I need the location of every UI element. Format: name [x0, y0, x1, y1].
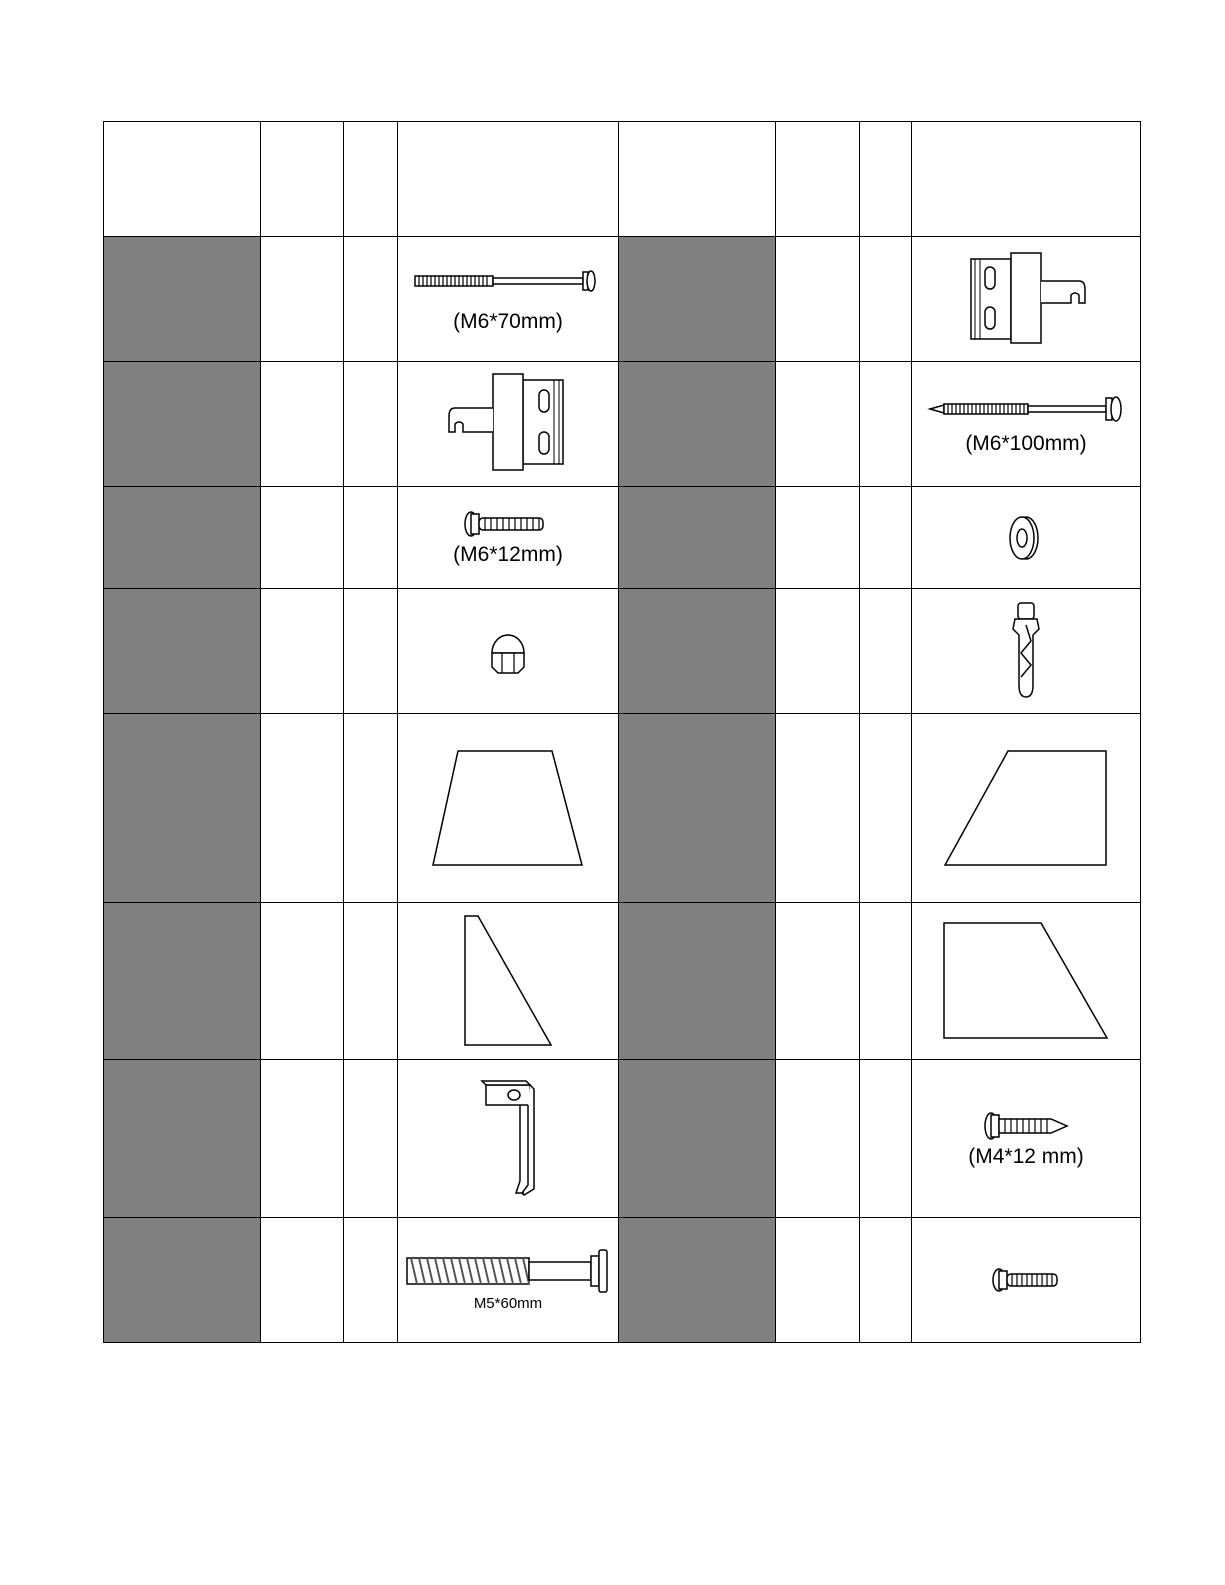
part-label-cell	[619, 362, 776, 487]
part-image-cell	[398, 237, 619, 362]
part-image-cell	[398, 1060, 619, 1217]
quantity-cell	[261, 362, 344, 487]
check-cell	[860, 362, 912, 487]
part-label-cell	[104, 903, 261, 1060]
part-size-caption: (M4*12 mm)	[968, 1145, 1084, 1169]
part-image-cell	[912, 903, 1141, 1060]
check-cell	[344, 714, 398, 903]
check-cell	[344, 362, 398, 487]
small-screw-icon	[991, 1267, 1061, 1293]
header-cell	[619, 122, 776, 237]
part-image-cell	[912, 589, 1141, 714]
washer-icon	[1008, 514, 1044, 562]
part-label-cell	[104, 589, 261, 714]
quantity-cell	[261, 903, 344, 1060]
short-bolt-icon	[463, 510, 553, 540]
quantity-cell	[776, 487, 860, 589]
part-size-caption: (M6*70mm)	[453, 309, 563, 333]
check-cell	[344, 1217, 398, 1342]
check-cell	[860, 1060, 912, 1217]
part-label-cell	[104, 714, 261, 903]
header-cell	[104, 122, 261, 237]
part-label-cell	[104, 237, 261, 362]
bracket-icon	[961, 249, 1091, 349]
long-bolt-icon	[413, 267, 603, 307]
check-cell	[344, 487, 398, 589]
part-image-cell	[398, 362, 619, 487]
parts-table	[103, 121, 1141, 1343]
table-row	[104, 714, 1141, 903]
quantity-cell	[776, 237, 860, 362]
quantity-cell	[776, 1217, 860, 1342]
part-label-cell	[619, 1060, 776, 1217]
part-label-cell	[619, 487, 776, 589]
wall-anchor-icon	[1009, 601, 1043, 701]
part-size-caption: (M6*100mm)	[965, 431, 1087, 455]
header-cell	[398, 122, 619, 237]
part-label-cell	[619, 1217, 776, 1342]
table-row	[104, 487, 1141, 589]
part-label-cell	[619, 589, 776, 714]
table-row	[104, 1060, 1141, 1217]
part-image-cell	[398, 589, 619, 714]
quantity-cell	[261, 237, 344, 362]
header-cell	[261, 122, 344, 237]
connector-bolt-icon	[405, 1248, 611, 1292]
part-size-caption: M5*60mm	[473, 1295, 543, 1313]
slanted-panel-icon	[943, 922, 1109, 1040]
quantity-cell	[776, 903, 860, 1060]
part-size-caption: (M6*12mm)	[453, 543, 563, 567]
part-image-cell	[912, 1060, 1141, 1217]
header-cell	[912, 122, 1141, 237]
part-label-cell	[619, 237, 776, 362]
part-label-cell	[619, 714, 776, 903]
check-cell	[860, 487, 912, 589]
l-bracket-icon	[480, 1079, 536, 1199]
trapezoid-panel-icon	[432, 750, 584, 866]
quantity-cell	[776, 714, 860, 903]
part-label-cell	[104, 362, 261, 487]
part-image-cell	[398, 1217, 619, 1342]
header-cell	[860, 122, 912, 237]
table-row	[104, 589, 1141, 714]
quantity-cell	[776, 362, 860, 487]
quantity-cell	[261, 1217, 344, 1342]
check-cell	[860, 1217, 912, 1342]
part-image-cell	[398, 903, 619, 1060]
long-screw-icon	[928, 395, 1124, 429]
cap-nut-icon	[488, 627, 528, 675]
part-image-cell	[912, 714, 1141, 903]
bracket-icon	[443, 372, 573, 476]
part-image-cell	[912, 237, 1141, 362]
part-image-cell	[912, 362, 1141, 487]
quantity-cell	[261, 714, 344, 903]
part-image-cell	[912, 487, 1141, 589]
quantity-cell	[776, 1060, 860, 1217]
triangle-panel-icon	[464, 915, 552, 1047]
check-cell	[860, 903, 912, 1060]
part-label-cell	[104, 1217, 261, 1342]
table-row	[104, 237, 1141, 362]
check-cell	[344, 589, 398, 714]
quantity-cell	[261, 1060, 344, 1217]
table-row	[104, 1217, 1141, 1342]
table-row	[104, 903, 1141, 1060]
header-cell	[344, 122, 398, 237]
check-cell	[344, 1060, 398, 1217]
quantity-cell	[261, 487, 344, 589]
part-image-cell	[398, 714, 619, 903]
part-label-cell	[619, 903, 776, 1060]
header-cell	[776, 122, 860, 237]
table-row	[104, 362, 1141, 487]
wood-screw-icon	[983, 1110, 1069, 1142]
header-row	[104, 122, 1141, 237]
check-cell	[344, 237, 398, 362]
check-cell	[860, 714, 912, 903]
quantity-cell	[776, 589, 860, 714]
check-cell	[344, 903, 398, 1060]
check-cell	[860, 589, 912, 714]
part-label-cell	[104, 487, 261, 589]
slanted-panel-icon	[944, 750, 1108, 866]
part-image-cell	[398, 487, 619, 589]
part-image-cell	[912, 1217, 1141, 1342]
quantity-cell	[261, 589, 344, 714]
part-label-cell	[104, 1060, 261, 1217]
check-cell	[860, 237, 912, 362]
